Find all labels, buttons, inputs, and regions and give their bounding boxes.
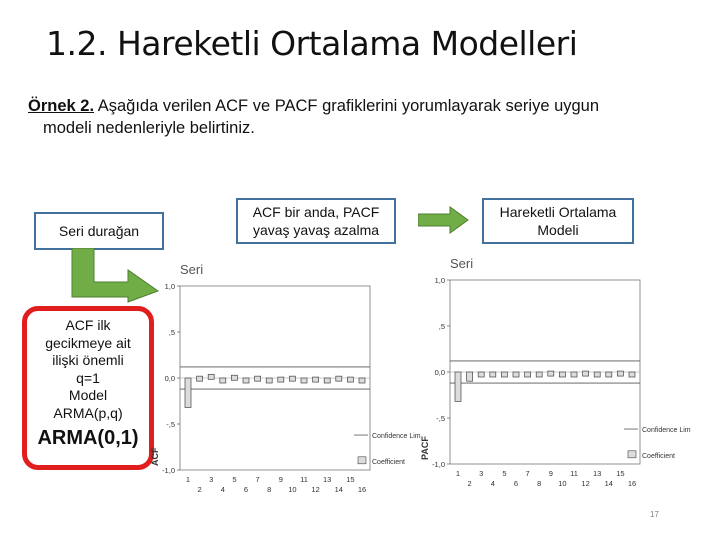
x-tick-label: 11 [570, 469, 578, 478]
y-tick-label: 0,0 [434, 368, 445, 377]
x-tick-label: 14 [604, 479, 613, 488]
coefficient-bar [478, 372, 484, 377]
x-tick-label: 7 [525, 469, 530, 478]
x-tick-label: 9 [548, 469, 553, 478]
coefficient-bar [243, 378, 249, 383]
coefficient-bar [301, 378, 307, 383]
conclusion-line: ilişki önemli [52, 352, 124, 368]
x-tick-label: 9 [278, 475, 283, 484]
slide-title: 1.2. Hareketli Ortalama Modelleri [46, 24, 578, 63]
pacf-chart-svg [418, 256, 691, 492]
acf-chart-svg [148, 262, 421, 498]
conclusion-line: gecikmeye ait [45, 334, 131, 351]
y-tick-label: -1,0 [432, 460, 445, 469]
example-line-1: Aşağıda verilen ACF ve PACF grafiklerini yorumlayarak seriye uygun [94, 97, 600, 115]
x-tick-label: 15 [616, 469, 625, 478]
x-tick-label: 14 [334, 485, 343, 494]
chart-title: Seri [180, 262, 204, 277]
legend-label: Coefficient [642, 452, 675, 460]
y-tick-label: 1,0 [434, 276, 445, 285]
coefficient-bar [617, 371, 623, 376]
y-axis-label: PACF [420, 436, 430, 460]
coefficient-bar [324, 378, 330, 383]
conclusion-line: ACF ilk [65, 317, 111, 333]
x-tick-label: 12 [311, 485, 320, 494]
y-tick-label: 0,0 [164, 374, 175, 383]
coefficient-bar [571, 372, 577, 377]
coefficient-bar [513, 372, 519, 377]
x-tick-label: 5 [232, 475, 237, 484]
flow-box-stationary: Seri durağan [34, 212, 164, 250]
coefficient-bar [629, 372, 635, 377]
coefficient-bar [336, 376, 342, 381]
legend-label: Confidence Lim [372, 433, 421, 441]
y-tick-label: -,5 [436, 414, 445, 423]
legend-label: Coefficient [372, 458, 405, 466]
y-tick-label: ,5 [438, 322, 445, 331]
x-tick-label: 6 [243, 485, 249, 494]
x-tick-label: 8 [537, 479, 542, 488]
flow-box-acf-pacf: ACF bir anda, PACF yavaş yavaş azalma [236, 198, 396, 244]
coefficient-bar [467, 372, 473, 381]
coefficient-bar [208, 374, 214, 379]
acf-chart [148, 262, 421, 498]
y-tick-label: 1,0 [164, 282, 175, 291]
example-label: Örnek 2. [28, 97, 95, 115]
x-tick-label: 3 [479, 469, 484, 478]
x-tick-label: 4 [220, 485, 225, 494]
coefficient-bar [197, 376, 203, 381]
coefficient-bar [185, 378, 191, 407]
page-number: 17 [650, 510, 659, 519]
coefficient-bar [278, 377, 284, 382]
legend-label: Confidence Lim [642, 427, 691, 435]
x-tick-label: 2 [467, 479, 472, 488]
coefficient-bar [455, 372, 461, 401]
coefficient-bar [594, 372, 600, 377]
x-tick-label: 12 [581, 479, 590, 488]
x-tick-label: 3 [209, 475, 214, 484]
y-tick-label: ,5 [168, 328, 175, 337]
x-tick-label: 15 [346, 475, 355, 484]
coefficient-bar [548, 371, 554, 376]
conclusion-line: q=1 [76, 369, 100, 386]
coefficient-bar [559, 372, 565, 377]
x-tick-label: 16 [357, 485, 367, 494]
coefficient-bar [359, 378, 365, 383]
x-tick-label: 10 [288, 485, 297, 494]
x-tick-label: 13 [323, 475, 332, 484]
y-axis-label: ACF [150, 447, 160, 466]
x-tick-label: 10 [558, 479, 567, 488]
coefficient-bar [220, 378, 226, 383]
x-tick-label: 4 [490, 479, 495, 488]
legend-bar-swatch [628, 451, 636, 458]
legend-bar-swatch [358, 457, 366, 464]
coefficient-bar [583, 371, 589, 376]
conclusion-line: Model [68, 387, 108, 403]
conclusion-box [22, 306, 154, 470]
x-tick-label: 1 [185, 475, 191, 484]
x-tick-label: 13 [593, 469, 602, 478]
coefficient-bar [255, 376, 261, 381]
x-tick-label: 8 [267, 485, 272, 494]
coefficient-bar [536, 372, 542, 377]
y-tick-label: -1,0 [162, 466, 175, 475]
x-tick-label: 6 [513, 479, 519, 488]
coefficient-bar [490, 372, 496, 377]
coefficient-bar [289, 376, 295, 381]
chart-title: Seri [450, 256, 474, 271]
x-tick-label: 5 [502, 469, 507, 478]
example-text [28, 95, 708, 139]
right-arrow-icon [418, 206, 470, 234]
coefficient-bar [501, 372, 507, 377]
x-tick-label: 16 [627, 479, 637, 488]
coefficient-bar [347, 377, 353, 382]
coefficient-bar [525, 372, 531, 377]
x-tick-label: 2 [197, 485, 202, 494]
x-tick-label: 7 [255, 475, 260, 484]
x-tick-label: 1 [455, 469, 461, 478]
flow-box-ma-model: Hareketli Ortalama Modeli [482, 198, 634, 244]
model-result: ARMA(0,1) [37, 427, 139, 449]
pacf-chart [418, 256, 691, 492]
example-line-2: modeli nedenleriyle belirtiniz. [43, 119, 255, 137]
x-tick-label: 11 [300, 475, 308, 484]
coefficient-bar [266, 378, 272, 383]
coefficient-bar [313, 377, 319, 382]
coefficient-bar [606, 372, 612, 377]
coefficient-bar [231, 375, 237, 380]
y-tick-label: -,5 [166, 420, 175, 429]
conclusion-line: ARMA(p,q) [53, 404, 123, 421]
